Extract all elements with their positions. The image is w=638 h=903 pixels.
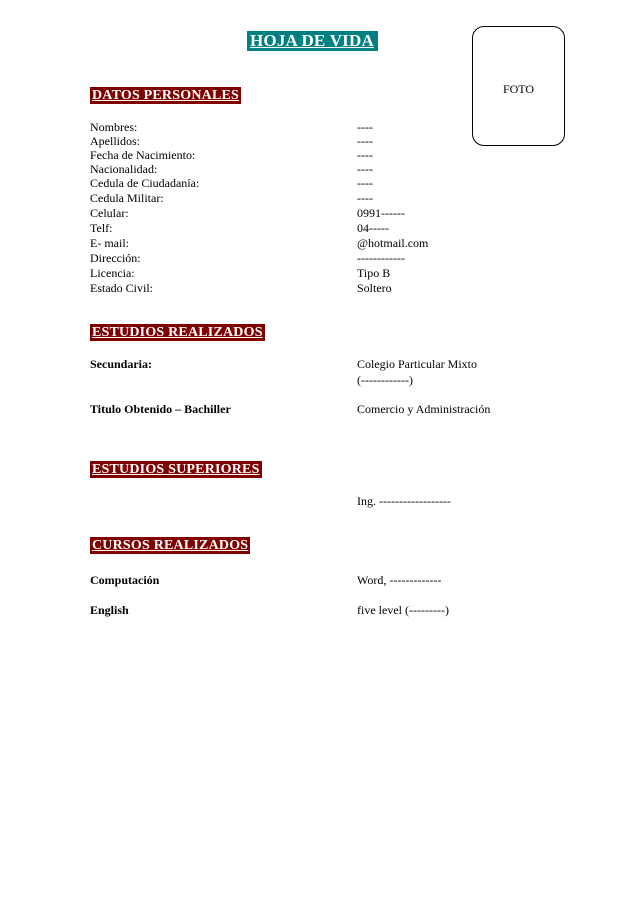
section-studies-heading: ESTUDIOS REALIZADOS bbox=[92, 325, 263, 340]
field-value: 04----- bbox=[357, 221, 389, 235]
field-value: Comercio y Administración bbox=[357, 402, 491, 416]
field-value: 0991------ bbox=[357, 206, 405, 220]
field-label: Titulo Obtenido – Bachiller bbox=[90, 402, 231, 416]
field-label: Secundaria: bbox=[90, 357, 153, 371]
field-value: ---- bbox=[357, 162, 373, 176]
field-value: Soltero bbox=[357, 281, 392, 295]
field-label: Licencia: bbox=[90, 266, 135, 280]
field-label: Apellidos: bbox=[90, 134, 140, 148]
photo-label: FOTO bbox=[502, 82, 535, 96]
field-value: ------------ bbox=[357, 251, 405, 265]
field-label: Computación bbox=[90, 573, 160, 587]
field-value: ---- bbox=[357, 191, 373, 205]
field-value: ---- bbox=[357, 148, 373, 162]
field-label: E- mail: bbox=[90, 236, 129, 250]
field-label: Cedula Militar: bbox=[90, 191, 164, 205]
field-value: Word, ------------- bbox=[357, 573, 442, 587]
photo-placeholder bbox=[472, 26, 565, 146]
field-value: Colegio Particular Mixto bbox=[357, 357, 477, 371]
field-value: ---- bbox=[357, 176, 373, 190]
field-label: Nacionalidad: bbox=[90, 162, 158, 176]
field-label: Telf: bbox=[90, 221, 113, 235]
field-value: ---- bbox=[357, 120, 373, 134]
document-title: HOJA DE VIDA bbox=[247, 31, 378, 51]
field-label: Estado Civil: bbox=[90, 281, 153, 295]
field-label: Celular: bbox=[90, 206, 129, 220]
section-courses-heading: CURSOS REALIZADOS bbox=[92, 538, 249, 553]
field-label: Nombres: bbox=[90, 120, 138, 134]
field-label: English bbox=[90, 603, 129, 617]
field-label: Dirección: bbox=[90, 251, 141, 265]
field-label: Cedula de Ciudadanía: bbox=[90, 176, 200, 190]
section-higher-heading: ESTUDIOS SUPERIORES bbox=[92, 462, 260, 477]
field-label: Fecha de Nacimiento: bbox=[90, 148, 196, 162]
field-value: Tipo B bbox=[357, 266, 391, 280]
field-value: @hotmail.com bbox=[357, 236, 429, 250]
field-value: five level (---------) bbox=[357, 603, 449, 617]
field-value: (------------) bbox=[357, 373, 413, 387]
field-value: ---- bbox=[357, 134, 373, 148]
section-personal-heading: DATOS PERSONALES bbox=[92, 88, 240, 103]
field-value: Ing. ------------------ bbox=[357, 494, 451, 508]
